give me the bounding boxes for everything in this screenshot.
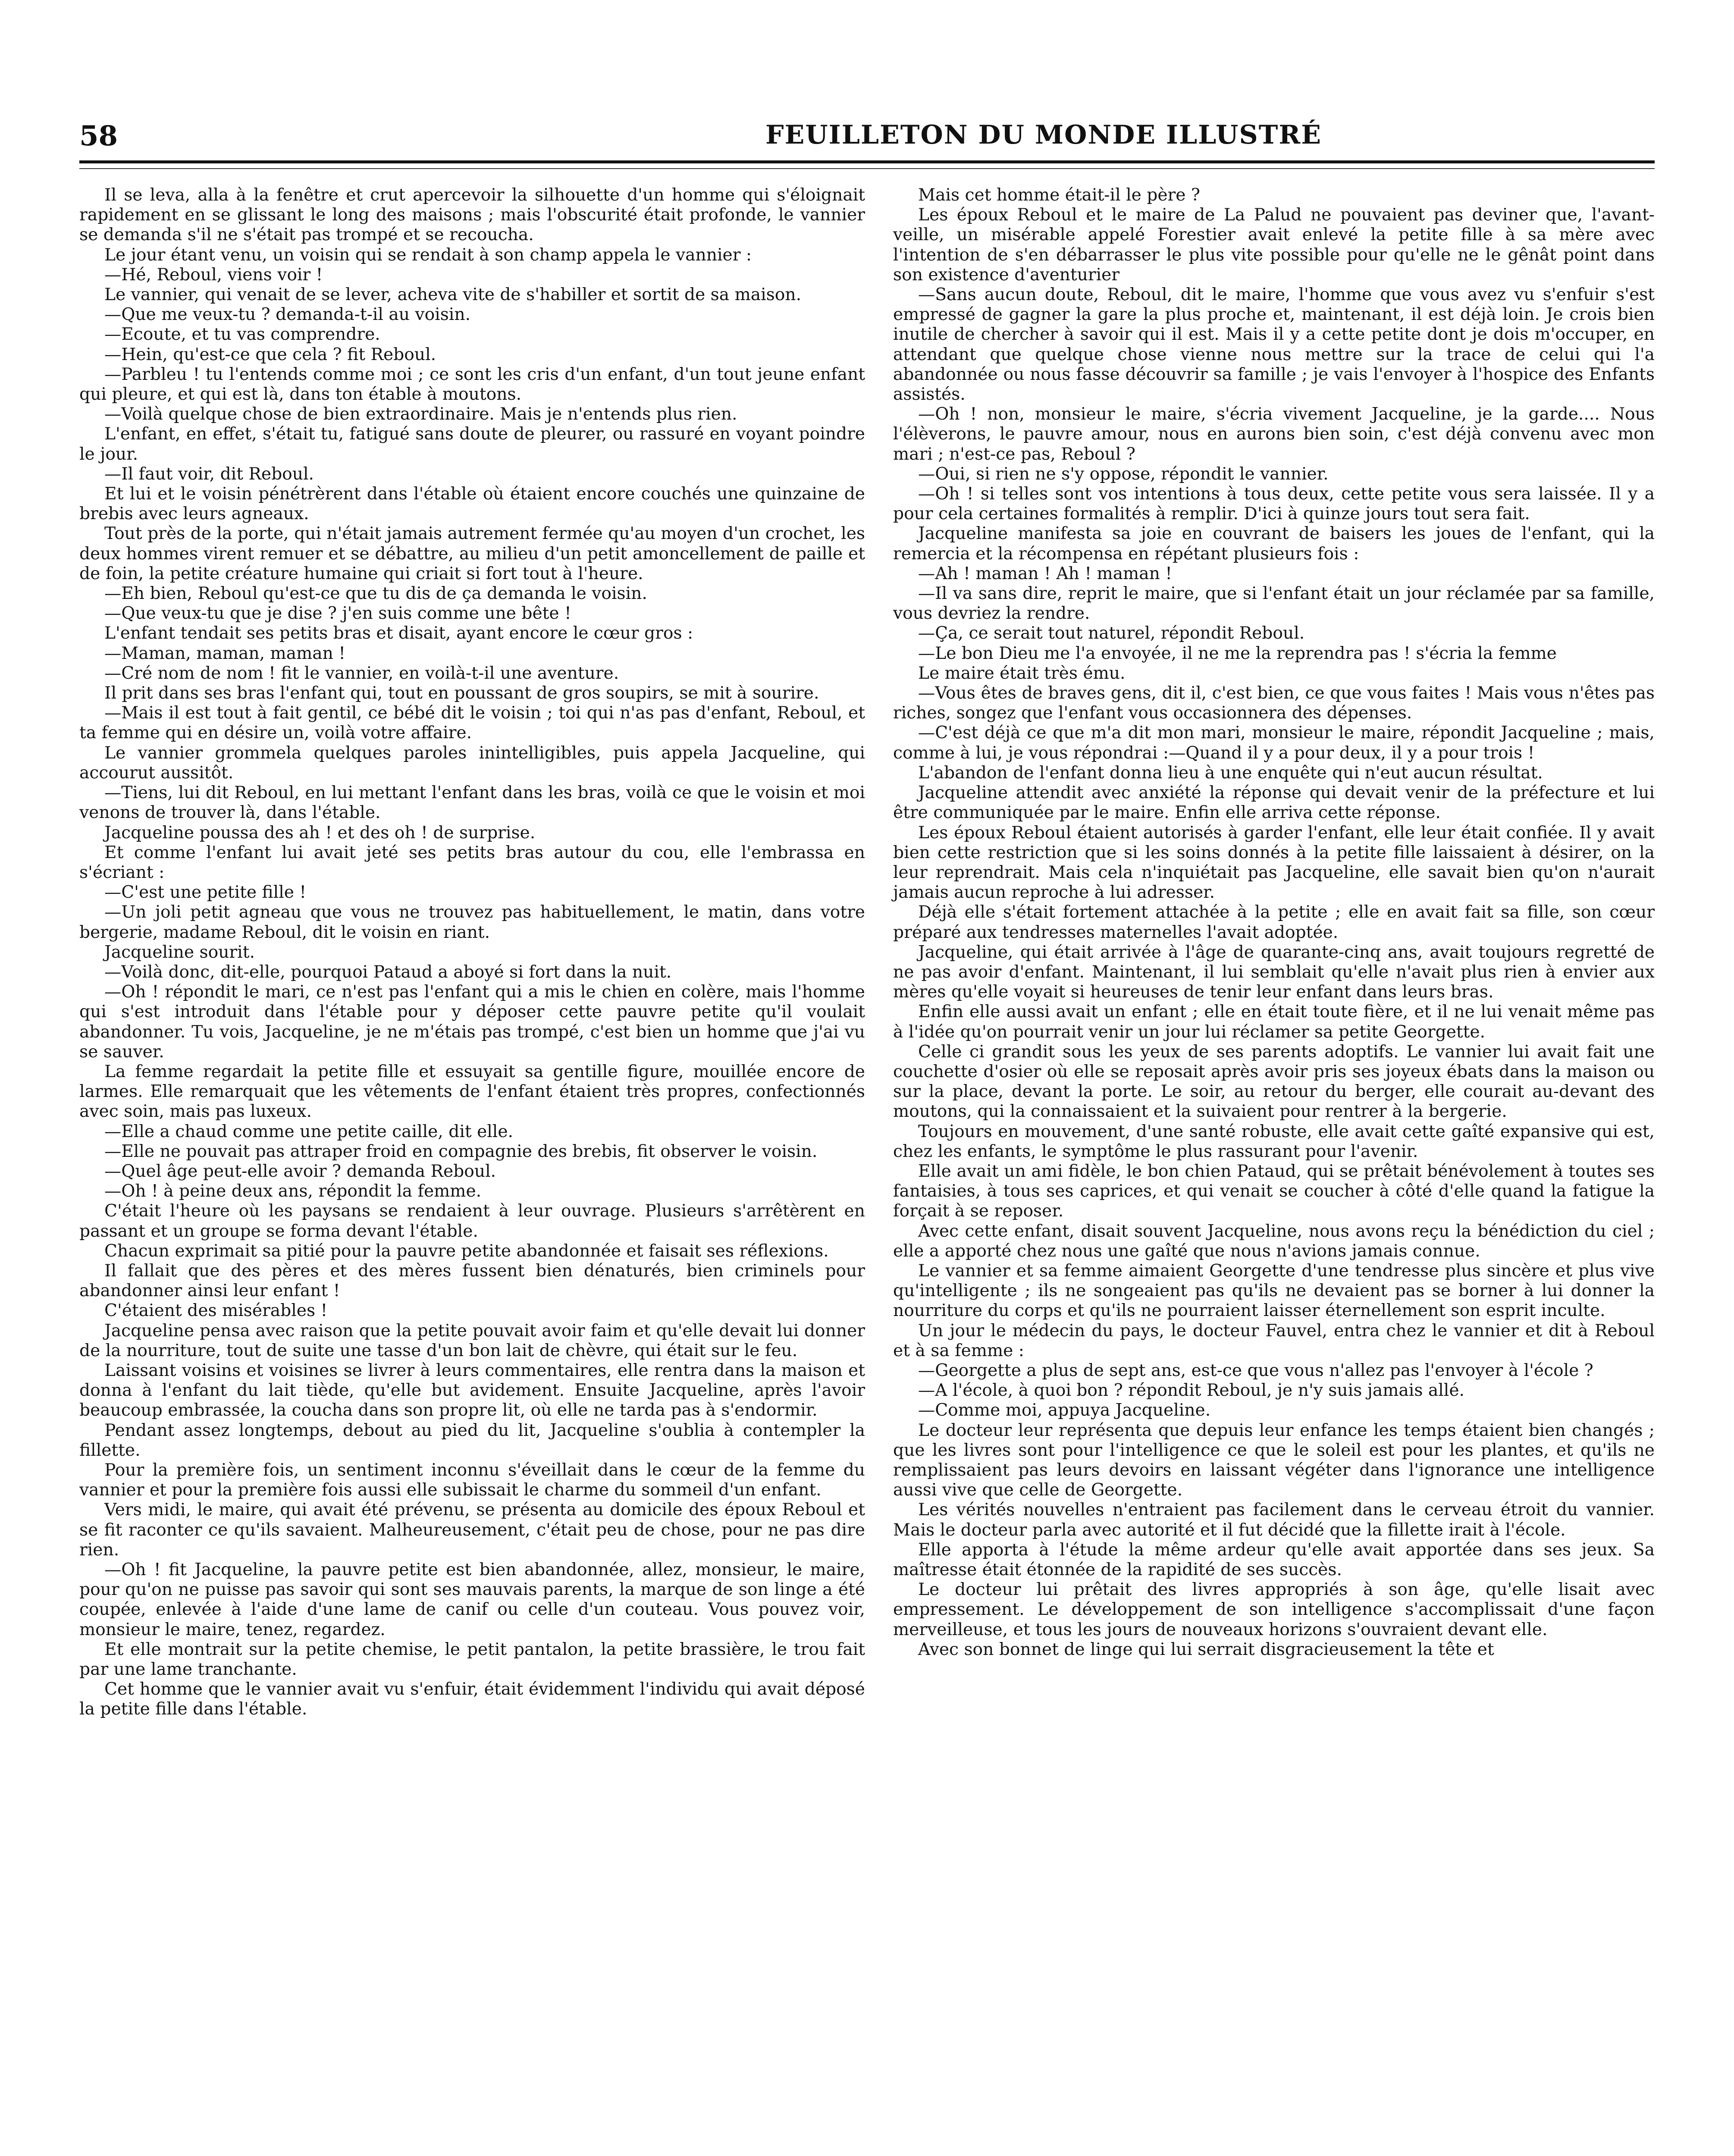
paragraph: Les vérités nouvelles n'entraient pas facilement dans le cerveau étroit du vannier. Mais le docteur parla avec autorité et il fut décidé que la fillette irait à l'école. — [893, 1500, 1655, 1540]
paragraph: Le vannier, qui venait de se lever, acheva vite de s'habiller et sortit de sa maison. — [104, 285, 802, 305]
paragraph: Cet homme que le vannier avait vu s'enfuir, était évidemment l'individu qui avait déposé la petite fille dans l'étable. — [79, 1680, 865, 1719]
paragraph: Le vannier et sa femme aimaient Georgette d'une tendresse plus sincère et plus vive qu'intelligente ; ils ne songeaient pas qu'ils ne devaient pas se borner à lui donner la nourriture du corps et qu'ils ne pourraient laisser éternellement son esprit inculte. — [893, 1261, 1655, 1321]
paragraph: —Vous êtes de braves gens, dit il, c'est bien, ce que vous faites ! Mais vous n'êtes pas riches, songez que l'enfant vous occasionnera des dépenses. — [893, 683, 1655, 723]
paragraph: Jacqueline pensa avec raison que la petite pouvait avoir faim et qu'elle devait lui donner de la nourriture, tout de suite une tasse d'un bon lait de chèvre, qui était sur le feu. — [79, 1321, 865, 1360]
paragraph: Le vannier grommela quelques paroles inintelligibles, puis appela Jacqueline, qui accourut aussitôt. — [79, 743, 865, 783]
paragraph: Les époux Reboul étaient autorisés à garder l'enfant, elle leur était confiée. Il y avait bien cette restriction que si les soins donnés à la petite fille laissaient à désirer, on la leur reprendrait. Mais cela n'inquiétait pas Jacqueline, elle savait bien qu'on n'aurait jamais aucun reproche à lui adresser. — [893, 823, 1655, 903]
paragraph: —Ah ! maman ! Ah ! maman ! — [918, 564, 1173, 583]
paragraph: Le docteur lui prêtait des livres appropriés à son âge, qu'elle lisait avec empressement. Le développement de son intelligence s'accomplissait d'une façon merveilleuse, et tous les jours de nouveaux horizons s'ouvraient devant elle. — [893, 1580, 1655, 1639]
paragraph: Celle ci grandit sous les yeux de ses parents adoptifs. Le vannier lui avait fait une couchette d'osier où elle se reposait après avoir pris ses joyeux ébats dans la maison ou sur la place, devant la porte. Le soir, au retour du berger, elle courait au-devant des moutons, qui la connaissaient et la suivaient pour rentrer à la bergerie. — [893, 1042, 1655, 1122]
paragraph: Jacqueline attendit avec anxiété la réponse qui devait venir de la préfecture et lui être communiquée par le maire. Enfin elle arriva cette réponse. — [893, 783, 1655, 823]
paragraph: Déjà elle s'était fortement attachée à la petite ; elle en avait fait sa fille, son cœur préparé aux tendresses maternelles l'avait adoptée. — [893, 903, 1655, 942]
paragraph: Jacqueline poussa des ah ! et des oh ! de surprise. — [104, 823, 536, 843]
paragraph: —Oh ! fit Jacqueline, la pauvre petite est bien abandonnée, allez, monsieur, le maire, pour qu'on ne puisse pas savoir qui sont ses mauvais parents, la marque de son linge a été coupée, enlevée à l'aide d'une lame de canif ou celle d'un couteau. Vous pouvez voir, monsieur le maire, tenez, regardez. — [79, 1560, 865, 1639]
paragraph: L'abandon de l'enfant donna lieu à une enquête qui n'eut aucun résultat. — [918, 763, 1543, 783]
paragraph: —Que veux-tu que je dise ? j'en suis comme une bête ! — [104, 604, 571, 624]
paragraph: Toujours en mouvement, d'une santé robuste, elle avait cette gaîté expansive qui est, chez les enfants, le symptôme le plus rassurant pour l'avenir. — [893, 1122, 1655, 1161]
paragraph: Il fallait que des pères et des mères fussent bien dénaturés, bien criminels pour abandonner ainsi leur enfant ! — [79, 1261, 865, 1301]
paragraph: —Il faut voir, dit Reboul. — [104, 464, 314, 484]
paragraph: Chacun exprimait sa pitié pour la pauvre petite abandonnée et faisait ses réflexions. — [104, 1241, 829, 1261]
paragraph: Un jour le médecin du pays, le docteur Fauvel, entra chez le vannier et dit à Reboul et à sa femme : — [893, 1321, 1655, 1360]
paragraph: La femme regardait la petite fille et essuyait sa gentille figure, mouillée encore de larmes. Elle remarquait que les vêtements de l'enfant étaient très propres, confectionnés avec soin, mais pas luxeux. — [79, 1062, 865, 1122]
paragraph: —Sans aucun doute, Reboul, dit le maire, l'homme que vous avez vu s'enfuir s'est empressé de gagner la gare la plus proche et, maintenant, il est déjà loin. Je crois bien inutile de chercher à savoir qui il est. Mais il y a cette petite dont je dois m'occuper, en attendant que quelque chose vienne nous mettre sur la trace de celui qui l'a abandonnée ou nous fasse découvrir sa famille ; je vais l'envoyer à l'hospice des Enfants assistés. — [893, 285, 1655, 404]
paragraph: —Cré nom de nom ! fit le vannier, en voilà-t-il une aventure. — [104, 663, 619, 683]
paragraph: C'étaient des misérables ! — [104, 1301, 328, 1321]
paragraph: Elle avait un ami fidèle, le bon chien Pataud, qui se prêtait bénévolement à toutes ses fantaisies, à tous ses caprices, et qui venait se coucher à côté d'elle quand la fatigue la forçait à se reposer. — [893, 1161, 1655, 1221]
paragraph: —Maman, maman, maman ! — [104, 643, 346, 663]
paragraph: Et lui et le voisin pénétrèrent dans l'étable où étaient encore couchés une quinzaine de brebis avec leurs agneaux. — [79, 484, 865, 524]
paragraph: Le jour étant venu, un voisin qui se rendait à son champ appela le vannier : — [104, 245, 752, 265]
paragraph: L'enfant, en effet, s'était tu, fatigué sans doute de pleurer, ou rassuré en voyant poindre le jour. — [79, 424, 865, 464]
paragraph: —Que me veux-tu ? demanda-t-il au voisin. — [104, 305, 471, 325]
page-number: 58 — [79, 120, 118, 152]
paragraph: Mais cet homme était-il le père ? — [918, 185, 1200, 205]
paragraph: —Mais il est tout à fait gentil, ce bébé dit le voisin ; toi qui n'as pas d'enfant, Reboul, et ta femme qui en désire un, voilà votre affaire. — [79, 703, 865, 743]
paragraph: Jacqueline, qui était arrivée à l'âge de quarante-cinq ans, avait toujours regretté de ne pas avoir d'enfant. Maintenant, il lui semblait qu'elle n'avait plus rien à envier aux mères qu'elle voyait si heureuses de tenir leur enfant dans leurs bras. — [893, 942, 1655, 1002]
paragraph: Il prit dans ses bras l'enfant qui, tout en poussant de gros soupirs, se mit à sourire. — [104, 683, 819, 703]
paragraph: Enfin elle aussi avait un enfant ; elle en était toute fière, et il ne lui venait même pas à l'idée qu'on pourrait venir un jour lui réclamer sa petite Georgette. — [893, 1002, 1655, 1042]
paragraph: Jacqueline sourit. — [104, 942, 255, 962]
paragraph: —Un joli petit agneau que vous ne trouvez pas habituellement, le matin, dans votre bergerie, madame Reboul, dit le voisin en riant. — [79, 903, 865, 942]
paragraph: —Elle a chaud comme une petite caille, dit elle. — [104, 1122, 513, 1141]
paragraph: —Comme moi, appuya Jacqueline. — [918, 1401, 1211, 1420]
paragraph: Pendant assez longtemps, debout au pied du lit, Jacqueline s'oublia à contempler la fillette. — [79, 1420, 865, 1460]
paragraph: —Hé, Reboul, viens voir ! — [104, 265, 323, 285]
paragraph: —Elle ne pouvait pas attraper froid en compagnie des brebis, fit observer le voisin. — [104, 1141, 818, 1161]
paragraph: —Oh ! si telles sont vos intentions à tous deux, cette petite vous sera laissée. Il y a pour cela certaines formalités à remplir. D'ici à quinze jours tout sera fait. — [893, 484, 1655, 524]
paragraph: —Le bon Dieu me l'a envoyée, il ne me la reprendra pas ! s'écria la femme — [918, 643, 1557, 663]
paragraph: C'était l'heure où les paysans se rendaient à leur ouvrage. Plusieurs s'arrêtèrent en passant et un groupe se forma devant l'étable. — [79, 1201, 865, 1241]
page-title: FEUILLETON DU MONDE ILLUSTRÉ — [765, 120, 1322, 150]
paragraph: —Oui, si rien ne s'y oppose, répondit le vannier. — [918, 464, 1329, 484]
paragraph: Vers midi, le maire, qui avait été prévenu, se présenta au domicile des époux Reboul et se fit raconter ce qu'ils savaient. Malheureusement, c'était peu de chose, pour ne pas dire rien. — [79, 1500, 865, 1560]
paragraph: —Voilà donc, dit-elle, pourquoi Pataud a aboyé si fort dans la nuit. — [104, 962, 672, 982]
paragraph: —Ecoute, et tu vas comprendre. — [104, 325, 380, 345]
paragraph: Avec son bonnet de linge qui lui serrait disgracieusement la tête et — [918, 1639, 1494, 1659]
paragraph: —A l'école, à quoi bon ? répondit Reboul, je n'y suis jamais allé. — [918, 1381, 1464, 1401]
paragraph: Elle apporta à l'étude la même ardeur qu'elle avait apportée dans ses jeux. Sa maîtresse était étonnée de la rapidité de ses succès. — [893, 1540, 1655, 1580]
paragraph: Et elle montrait sur la petite chemise, le petit pantalon, la petite brassière, le trou fait par une lame tranchante. — [79, 1639, 865, 1680]
paragraph: —Oh ! non, monsieur le maire, s'écria vivement Jacqueline, je la garde.... Nous l'élèverons, le pauvre amour, nous en aurons bien soin, c'est déjà convenu avec mon mari ; n'est-ce pas, Reboul ? — [893, 404, 1655, 464]
paragraph: Les époux Reboul et le maire de La Palud ne pouvaient pas deviner que, l'avant-veille, un misérable appelé Forestier avait enlevé la petite fille à sa mère avec l'intention de s'en débarrasser le plus vite possible pour qu'elle ne le gênât point dans son existence d'aventurier — [893, 205, 1655, 285]
paragraph: Avec cette enfant, disait souvent Jacqueline, nous avons reçu la bénédiction du ciel ; elle a apporté chez nous une gaîté que nous n'avions jamais connue. — [893, 1221, 1655, 1261]
paragraph: —Oh ! à peine deux ans, répondit la femme. — [104, 1181, 482, 1201]
paragraph: —Georgette a plus de sept ans, est-ce que vous n'allez pas l'envoyer à l'école ? — [918, 1360, 1593, 1380]
left-column — [79, 185, 865, 1720]
paragraph: Il se leva, alla à la fenêtre et crut apercevoir la silhouette d'un homme qui s'éloignait rapidement en se glissant le long des maisons ; mais l'obscurité était profonde, le vannier se demanda s'il ne s'était pas trompé et se recoucha. — [79, 185, 865, 245]
paragraph: —Hein, qu'est-ce que cela ? fit Reboul. — [104, 345, 436, 364]
paragraph: Laissant voisins et voisines se livrer à leurs commentaires, elle rentra dans la maison et donna à l'enfant du lait tiède, qu'elle but avidement. Ensuite Jacqueline, après l'avoir beaucoup embrassée, la coucha dans son propre lit, où elle ne tarda pas à s'endormir. — [79, 1360, 865, 1420]
paragraph: Jacqueline manifesta sa joie en couvrant de baisers les joues de l'enfant, qui la remercia et la récompensa en répétant plusieurs fois : — [893, 524, 1655, 564]
header-rule-thin — [79, 168, 1655, 169]
paragraph: —Parbleu ! tu l'entends comme moi ; ce sont les cris d'un enfant, d'un tout jeune enfant qui pleure, et qui est là, dans ton étable à moutons. — [79, 364, 865, 404]
paragraph: —Ça, ce serait tout naturel, répondit Reboul. — [918, 624, 1305, 643]
right-column — [893, 185, 1655, 1660]
paragraph: Pour la première fois, un sentiment inconnu s'éveillait dans le cœur de la femme du vannier et pour la première fois aussi elle subissait le charme du sommeil d'un enfant. — [79, 1460, 865, 1500]
paragraph: —Il va sans dire, reprit le maire, que si l'enfant était un jour réclamée par sa famille, vous devriez la rendre. — [893, 584, 1655, 624]
header-rule — [79, 160, 1655, 163]
paragraph: —C'est une petite fille ! — [104, 883, 307, 903]
paragraph: —Voilà quelque chose de bien extraordinaire. Mais je n'entends plus rien. — [104, 404, 737, 424]
paragraph: —Eh bien, Reboul qu'est-ce que tu dis de ça demanda le voisin. — [104, 584, 647, 604]
paragraph: Et comme l'enfant lui avait jeté ses petits bras autour du cou, elle l'embrassa en s'écriant : — [79, 843, 865, 882]
paragraph: —Tiens, lui dit Reboul, en lui mettant l'enfant dans les bras, voilà ce que le voisin et moi venons de trouver là, dans l'étable. — [79, 783, 865, 823]
paragraph: —Quel âge peut-elle avoir ? demanda Reboul. — [104, 1161, 496, 1181]
paragraph: L'enfant tendait ses petits bras et disait, ayant encore le cœur gros : — [104, 624, 693, 643]
paragraph: Le maire était très ému. — [918, 663, 1126, 683]
paragraph: —Oh ! répondit le mari, ce n'est pas l'enfant qui a mis le chien en colère, mais l'homme qui s'est introduit dans l'étable pour y déposer cette pauvre petite qu'il voulait abandonner. Tu vois, Jacqueline, je ne m'étais pas trompé, c'est bien un homme que j'ai vu se sauver. — [79, 982, 865, 1062]
paragraph: Tout près de la porte, qui n'était jamais autrement fermée qu'au moyen d'un crochet, les deux hommes virent remuer et se débattre, au milieu d'un petit amoncellement de paille et de foin, la petite créature humaine qui criait si fort tout à l'heure. — [79, 524, 865, 583]
paragraph: Le docteur leur représenta que depuis leur enfance les temps étaient bien changés ; que les livres sont pour l'intelligence ce que le soleil est pour les plantes, et qu'ils ne remplissaient pas leurs devoirs en laissant végéter dans l'ignorance une intelligence aussi vive que celle de Georgette. — [893, 1420, 1655, 1500]
paragraph: —C'est déjà ce que m'a dit mon mari, monsieur le maire, répondit Jacqueline ; mais, comme à lui, je vous répondrai :—Quand il y a pour deux, il y a pour trois ! — [893, 723, 1655, 763]
